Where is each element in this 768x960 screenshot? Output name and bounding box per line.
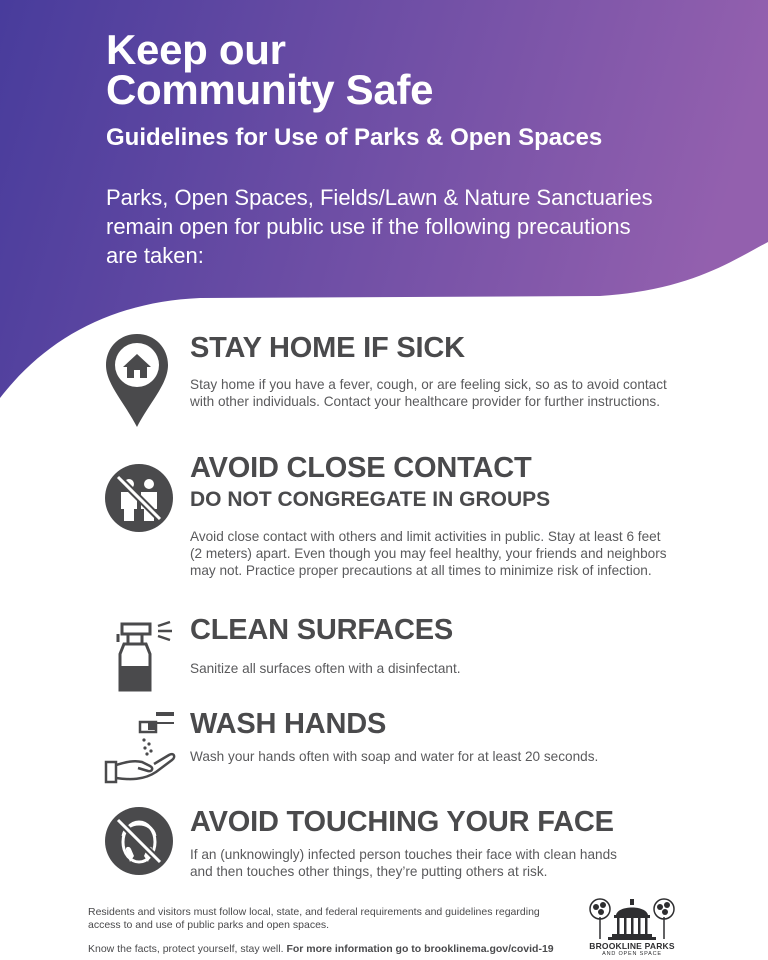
section-body: Wash your hands often with soap and water for at least 20 seconds. (190, 749, 599, 764)
footer-requirements: Residents and visitors must follow local, state, and federal requirements and guidelines regarding access to and use of public parks and open spaces. (88, 906, 540, 931)
intro-text: Parks, Open Spaces, Fields/Lawn & Nature Sanctuaries remain open for public use if the following precautions are taken: (106, 185, 653, 268)
gazebo-trees-icon (586, 895, 678, 941)
spray-bottle-icon (112, 620, 180, 694)
footer-facts: Know the facts, protect yourself, stay well. For more information go to brooklinema.gov/covid-19 (88, 943, 554, 955)
logo-name: BROOKLINE PARKS (589, 941, 675, 951)
hand-washing-icon (104, 710, 180, 786)
page-title: Keep our Community Safe (106, 26, 434, 113)
logo-subtitle: AND OPEN SPACE (602, 951, 662, 957)
footer-more-info[interactable]: For more information go to brooklinema.gov/covid-19 (286, 943, 554, 955)
section-heading: AVOID CLOSE CONTACT (190, 452, 532, 484)
section-heading: CLEAN SURFACES (190, 614, 454, 646)
home-pin-icon (104, 332, 170, 430)
section-body: Sanitize all surfaces often with a disinfectant. (190, 661, 461, 676)
section-subheading: DO NOT CONGREGATE IN GROUPS (190, 488, 551, 511)
page-subtitle: Guidelines for Use of Parks & Open Spaces (106, 124, 603, 151)
section-body: Stay home if you have a fever, cough, or are feeling sick, so as to avoid contact with other individuals. Contact your healthcare provider for further instructions. (190, 377, 667, 409)
no-groups-icon (104, 463, 174, 533)
section-heading: AVOID TOUCHING YOUR FACE (190, 806, 614, 838)
section-heading: STAY HOME IF SICK (190, 332, 465, 364)
section-body: Avoid close contact with others and limit activities in public. Stay at least 6 feet (2 meters) apart. Even though you may feel healthy, your friends and neighbors may not. Practice proper precautions at all times to minimize risk of infection. (190, 529, 667, 578)
no-face-touching-icon (104, 806, 174, 876)
section-body: If an (unknowingly) infected person touches their face with clean hands and then touches other things, they’re putting others at risk. (190, 847, 617, 879)
section-heading: WASH HANDS (190, 708, 387, 740)
brookline-parks-logo (586, 895, 678, 957)
